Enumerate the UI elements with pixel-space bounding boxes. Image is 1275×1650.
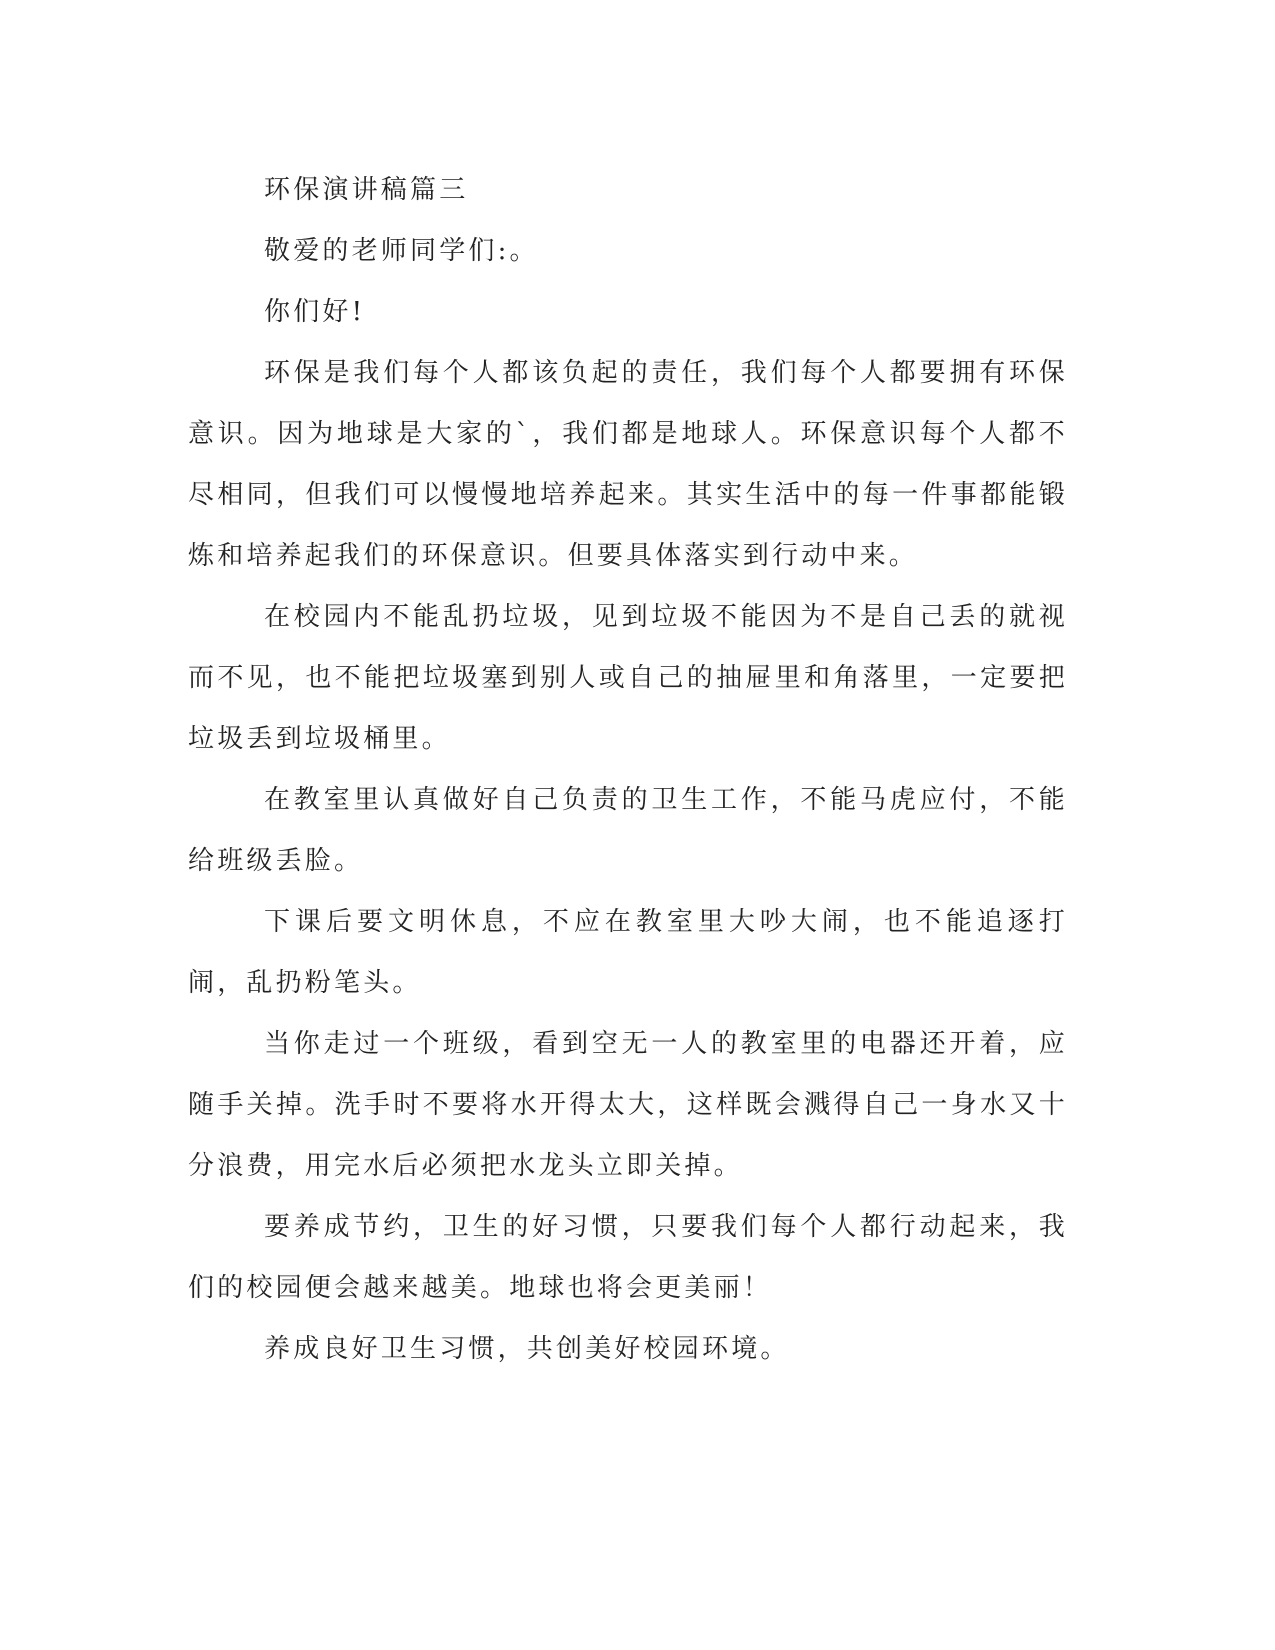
paragraph: 在校园内不能乱扔垃圾，见到垃圾不能因为不是自己丢的就视而不见，也不能把垃圾塞到别人或自己的抽屉里和角落里，一定要把垃圾丢到垃圾桶里。 <box>188 602 1068 754</box>
document-title: 环保演讲稿篇三 <box>264 175 469 205</box>
paragraph: 要养成节约，卫生的好习惯，只要我们每个人都行动起来，我们的校园便会越来越美。地球也将会更美丽！ <box>188 1212 1068 1303</box>
paragraph: 下课后要文明休息，不应在教室里大吵大闹，也不能追逐打闹，乱扔粉笔头。 <box>188 907 1068 998</box>
greeting: 你们好! <box>264 297 366 327</box>
paragraph: 环保是我们每个人都该负起的责任，我们每个人都要拥有环保意识。因为地球是大家的`，我们都是地球人。环保意识每个人都不尽相同，但我们可以慢慢地培养起来。其实生活中的每一件事都能锻炼和培养起我们的环保意识。但要具体落实到行动中来。 <box>188 358 1068 571</box>
document-body <box>188 160 1068 1380</box>
paragraph: 当你走过一个班级，看到空无一人的教室里的电器还开着，应随手关掉。洗手时不要将水开得太大，这样既会溅得自己一身水又十分浪费，用完水后必须把水龙头立即关掉。 <box>188 1029 1068 1181</box>
salutation: 敬爱的老师同学们:。 <box>264 236 539 266</box>
paragraph: 在教室里认真做好自己负责的卫生工作，不能马虎应付，不能给班级丢脸。 <box>188 785 1068 876</box>
closing-line: 养成良好卫生习惯，共创美好校园环境。 <box>264 1334 790 1364</box>
